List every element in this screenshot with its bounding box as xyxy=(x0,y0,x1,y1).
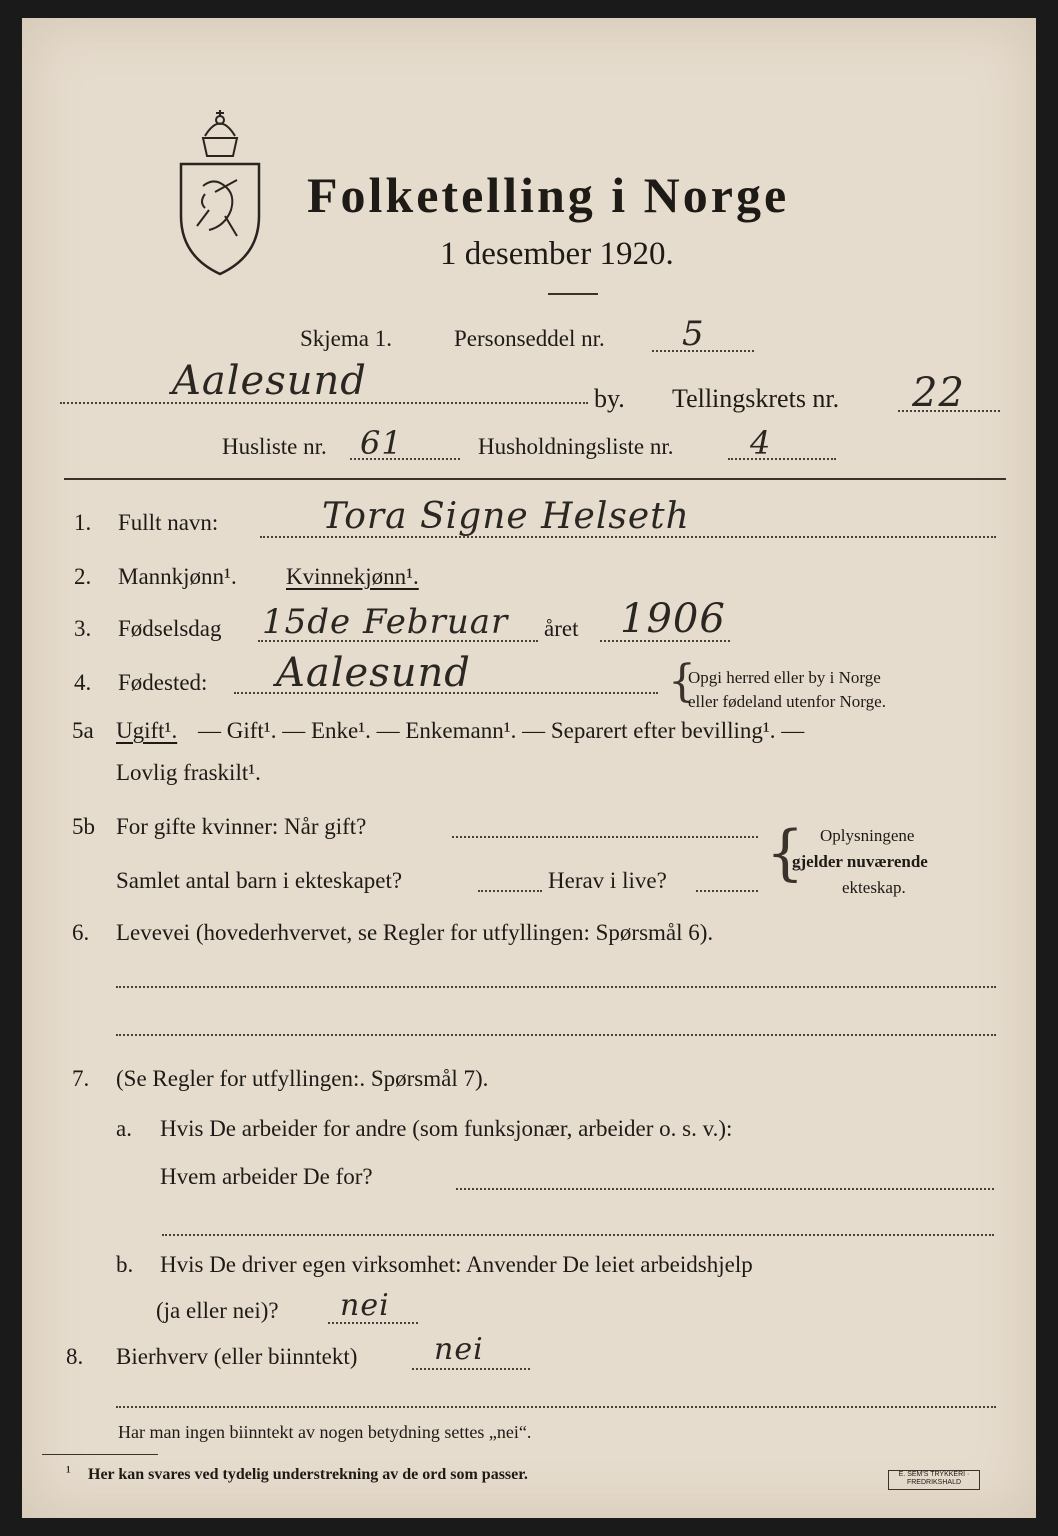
coat-of-arms-icon xyxy=(175,106,265,278)
form-title: Folketelling i Norge xyxy=(307,167,790,223)
husholdning-field-line xyxy=(728,458,836,460)
note-brace: { xyxy=(668,656,696,707)
full-name-value[interactable]: Tora Signe Helseth xyxy=(322,496,690,537)
husliste-value[interactable]: 61 xyxy=(360,424,403,462)
title-divider xyxy=(548,293,598,295)
occupation-label: Levevei (hovederhvervet, se Regler for utfyllingen: Spørsmål 6). xyxy=(116,920,714,945)
married-when-label: For gifte kvinner: Når gift? xyxy=(116,814,367,839)
birthday-value[interactable]: 15de Februar xyxy=(262,602,509,642)
personseddel-value[interactable]: 5 xyxy=(682,314,705,354)
employer-field-line-1 xyxy=(456,1188,994,1190)
gender-male-option[interactable]: Mannkjønn¹. xyxy=(118,564,237,589)
husholdning-value[interactable]: 4 xyxy=(750,424,772,462)
q6-number: 6. xyxy=(72,920,90,945)
birth-year-value[interactable]: 1906 xyxy=(620,596,726,642)
personseddel-label: Personseddel nr. xyxy=(454,326,605,351)
employer-field-line-2 xyxy=(162,1234,994,1236)
q7b-line1: Hvis De driver egen virksomhet: Anvender De leiet arbeidshjelp xyxy=(160,1252,753,1277)
tellingskrets-label: Tellingskrets nr. xyxy=(672,384,840,413)
birthplace-value[interactable]: Aalesund xyxy=(276,650,471,696)
hired-help-value[interactable]: nei xyxy=(340,1288,390,1323)
footnote-mark: ¹ xyxy=(66,1464,71,1481)
q8-number: 8. xyxy=(66,1344,84,1369)
census-date: 1 desember 1920. xyxy=(440,236,674,272)
city-value[interactable]: Aalesund xyxy=(172,358,367,404)
q1-number: 1. xyxy=(74,510,92,535)
q5a-number: 5a xyxy=(72,718,94,743)
q4-number: 4. xyxy=(74,670,92,695)
marital-fraskilt-option[interactable]: Lovlig fraskilt¹. xyxy=(116,760,261,785)
by-label: by. xyxy=(594,384,625,413)
side-income-label: Bierhverv (eller biinntekt) xyxy=(116,1344,358,1369)
gender-female-option[interactable]: Kvinnekjønn¹. xyxy=(286,564,419,589)
printer-stamp: E. SEM'S TRYKKERI · FREDRIKSHALD xyxy=(888,1470,980,1490)
q7-number: 7. xyxy=(72,1066,90,1091)
children-alive-label: Herav i live? xyxy=(548,868,667,893)
children-alive-field-line xyxy=(696,890,758,892)
side-income-field-line xyxy=(412,1368,530,1370)
note-brace: { xyxy=(766,818,805,888)
q7b-number: b. xyxy=(116,1252,134,1277)
side-income-note: Har man ingen biinntekt av nogen betydning settes „nei“. xyxy=(118,1422,532,1442)
occupation-field-line-2 xyxy=(116,1034,996,1036)
q1-label: Fullt navn: xyxy=(118,510,219,535)
q7a-line1: Hvis De arbeider for andre (som funksjonær, arbeider o. s. v.): xyxy=(160,1116,733,1141)
marriage-note-line1: Oplysningene xyxy=(820,826,915,845)
children-total-field-line xyxy=(478,890,542,892)
birthplace-note-line2: eller fødeland utenfor Norge. xyxy=(688,692,886,711)
q3-number: 3. xyxy=(74,616,92,641)
birthplace-label: Fødested: xyxy=(118,670,208,695)
aaret-label: året xyxy=(544,616,579,641)
husliste-label: Husliste nr. xyxy=(222,434,327,459)
married-when-field-line xyxy=(452,836,758,838)
marital-ugift-option[interactable]: Ugift¹. xyxy=(116,718,178,743)
birthday-label: Fødselsdag xyxy=(118,616,222,641)
side-income-value[interactable]: nei xyxy=(434,1332,484,1367)
occupation-field-line-1 xyxy=(116,986,996,988)
hired-help-label: (ja eller nei)? xyxy=(156,1298,279,1323)
header-divider xyxy=(64,478,1006,480)
husholdning-label: Husholdningsliste nr. xyxy=(478,434,674,459)
children-total-label: Samlet antal barn i ekteskapet? xyxy=(116,868,403,893)
footnote-text: Her kan svares ved tydelig understrekning av de ord som passer. xyxy=(88,1466,528,1483)
q7-label: (Se Regler for utfyllingen:. Spørsmål 7). xyxy=(116,1066,489,1091)
census-form-sheet xyxy=(22,18,1036,1518)
q2-number: 2. xyxy=(74,564,92,589)
q5b-number: 5b xyxy=(72,814,95,839)
q7a-number: a. xyxy=(116,1116,132,1141)
footnote-divider xyxy=(42,1454,158,1455)
marriage-note-line3: ekteskap. xyxy=(842,878,906,897)
tellingskrets-value[interactable]: 22 xyxy=(912,370,965,416)
marital-other-options[interactable]: — Gift¹. — Enke¹. — Enkemann¹. — Separert efter bevilling¹. — xyxy=(198,718,805,743)
marriage-note-line2: gjelder nuværende xyxy=(792,852,928,871)
side-income-field-line-2 xyxy=(116,1406,996,1408)
birthplace-note-line1: Opgi herred eller by i Norge xyxy=(688,668,881,687)
skjema-label: Skjema 1. xyxy=(300,326,392,351)
employer-label: Hvem arbeider De for? xyxy=(160,1164,373,1189)
